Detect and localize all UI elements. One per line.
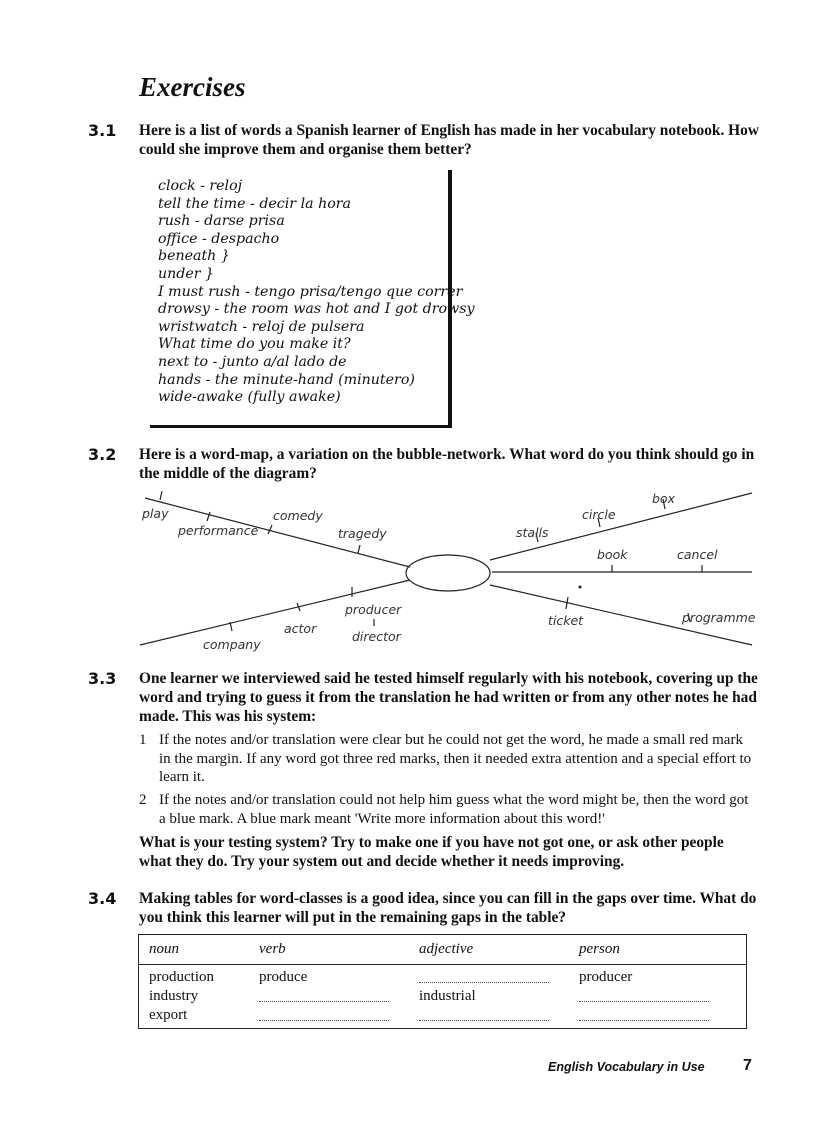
- item-number: 1: [139, 732, 147, 748]
- notebook-edge: [150, 425, 452, 428]
- map-word: circle: [582, 507, 616, 522]
- exercise-instruction: Making tables for word-classes is a good idea, since you can fill in the gaps over time. What do you think this learner will put in the remaining gaps in the table?: [139, 890, 757, 926]
- page-title: Exercises: [139, 72, 246, 102]
- table-cell: industrial: [419, 988, 476, 1004]
- exercise-instruction: Here is a word-map, a variation on the bubble-network. What word do you think should go in the middle of the diagram?: [139, 446, 755, 482]
- exercise-number: 3.1: [88, 121, 117, 140]
- table-gap: [249, 1007, 409, 1026]
- notebook-line: next to - junto a/al lado de: [158, 353, 347, 370]
- table-header: noun: [149, 941, 179, 957]
- notebook-line: under }: [158, 265, 215, 282]
- list-item: [139, 791, 759, 829]
- map-word: programme: [682, 610, 756, 625]
- exercise-number: 3.2: [88, 445, 117, 464]
- item-text: If the notes and/or translation could not help him guess what the word might be, then the word got a blue mark. A blue mark meant 'Write more information about this word!': [159, 792, 749, 827]
- map-word: director: [352, 629, 401, 644]
- gap-dots: [419, 969, 549, 983]
- map-word: box: [652, 491, 675, 506]
- notebook-line: office - despacho: [158, 230, 280, 247]
- table-cell: producer: [579, 969, 633, 985]
- table-cell: export: [149, 1007, 188, 1023]
- notebook-line: What time do you make it?: [158, 336, 351, 353]
- map-word: cancel: [677, 547, 718, 562]
- center-bubble: [406, 555, 490, 591]
- notebook-line: wristwatch - reloj de pulsera: [158, 318, 365, 335]
- book-title: English Vocabulary in Use: [548, 1060, 705, 1074]
- item-number: 2: [139, 792, 147, 808]
- map-word: stalls: [516, 525, 549, 540]
- notebook-line: rush - darse prisa: [158, 213, 285, 230]
- table-cell: industry: [149, 988, 199, 1004]
- map-word: book: [597, 547, 628, 562]
- page-number: 7: [743, 1057, 752, 1074]
- table-header: adjective: [419, 941, 474, 957]
- table-gap: [249, 988, 409, 1007]
- exercise-number: 3.4: [88, 889, 117, 908]
- table-header: verb: [259, 941, 286, 957]
- map-word: actor: [284, 621, 317, 636]
- exercise-closing: What is your testing system? Try to make one if you have not got one, or ask other people what they do. Try your system out and decide whether it needs improving.: [139, 834, 724, 870]
- map-word: company: [203, 637, 261, 652]
- table-divider: [139, 964, 746, 965]
- notebook-line: drowsy - the room was hot and I got drowsy: [158, 301, 475, 318]
- exercise-number: 3.3: [88, 669, 117, 688]
- map-word: tragedy: [338, 526, 387, 541]
- map-word: performance: [178, 523, 259, 538]
- notebook-line: wide-awake (fully awake): [158, 389, 341, 406]
- table-header: person: [579, 941, 620, 957]
- exercise-instruction: Here is a list of words a Spanish learner of English has made in her vocabulary notebook. How could she improve them and organise them better?: [139, 122, 759, 158]
- table-gap: [569, 1007, 729, 1026]
- notebook-line: I must rush - tengo prisa/tengo que correr: [158, 283, 463, 300]
- map-word: play: [142, 506, 169, 521]
- gap-dots: [419, 1007, 549, 1021]
- table-gap: [569, 988, 729, 1007]
- notebook-line: clock - reloj: [158, 178, 243, 194]
- notebook-line: hands - the minute-hand (minutero): [158, 371, 415, 388]
- gap-dots: [259, 988, 389, 1002]
- map-word: ticket: [548, 613, 584, 628]
- table-cell: produce: [259, 969, 308, 985]
- word-class-table: [138, 934, 747, 1029]
- gap-dots: [259, 1007, 389, 1021]
- map-word: producer: [345, 602, 402, 617]
- item-text: If the notes and/or translation were clear but he could not get the word, he made a small red mark in the margin. If any word got three red marks, then it needed extra attention and a special effort to learn it.: [159, 732, 752, 785]
- gap-dots: [579, 1007, 709, 1021]
- map-word: comedy: [273, 508, 323, 523]
- notebook-line: beneath }: [158, 248, 230, 265]
- table-cell: production: [149, 969, 214, 985]
- word-map: [0, 485, 816, 665]
- exercise-instruction: One learner we interviewed said he tested himself regularly with his notebook, covering up the word and trying to guess it from the translation he had written or from any other notes he had made. This was his system:: [139, 670, 758, 725]
- table-gap: [409, 1007, 569, 1026]
- list-item: [139, 731, 759, 787]
- table-gap: [409, 969, 569, 988]
- notebook-list: [158, 178, 475, 407]
- table-row: [139, 988, 729, 1007]
- gap-dots: [579, 988, 709, 1002]
- notebook-line: tell the time - decir la hora: [158, 195, 352, 212]
- table-row: [139, 1007, 729, 1026]
- table-row: [139, 969, 729, 988]
